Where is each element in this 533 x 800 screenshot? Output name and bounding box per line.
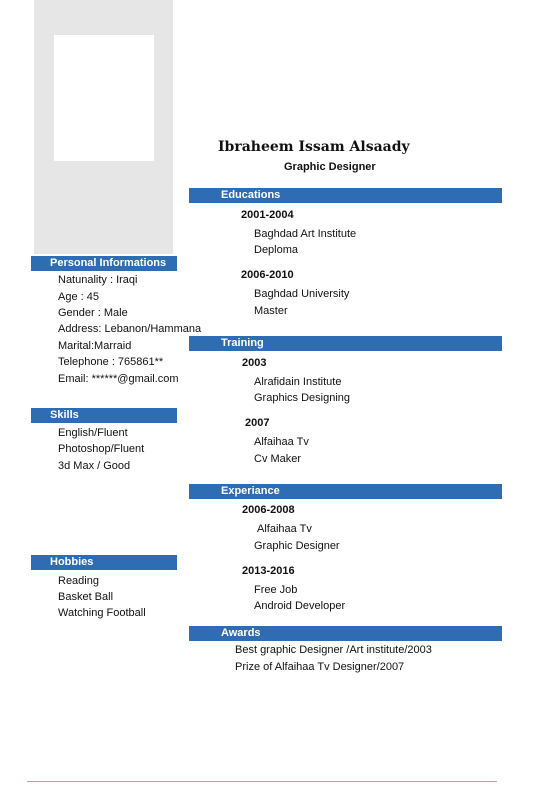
education-line: Deploma: [254, 244, 299, 256]
hobby-item: Basket Ball: [58, 591, 114, 603]
education-line: Master: [254, 305, 288, 317]
experience-years: 2013-2016: [242, 565, 295, 577]
person-name: Ibraheem Issam Alsaady: [218, 139, 410, 155]
experience-heading: Experiance: [189, 484, 502, 499]
training-line: Cv Maker: [254, 453, 302, 465]
hobbies-heading: Hobbies: [31, 555, 177, 570]
personal-item: Telephone : 765861**: [58, 356, 164, 368]
experience-line: Free Job: [254, 584, 298, 596]
profile-photo-placeholder: [54, 35, 154, 161]
educations-heading: Educations: [189, 188, 502, 203]
personal-item: Marital:Marraid: [58, 340, 132, 352]
education-line: Baghdad Art Institute: [254, 228, 357, 240]
personal-item: Email: ******@gmail.com: [58, 373, 179, 385]
education-line: Baghdad University: [254, 288, 350, 300]
personal-item: Address: Lebanon/Hammana: [58, 323, 202, 335]
training-years: 2007: [245, 417, 270, 429]
training-years: 2003: [242, 357, 267, 369]
training-heading: Training: [189, 336, 502, 351]
job-title: Graphic Designer: [284, 161, 376, 173]
training-line: Alfaihaa Tv: [254, 436, 309, 448]
personal-item: Natunality : Iraqi: [58, 274, 138, 286]
hobby-item: Watching Football: [58, 607, 146, 619]
skill-item: Photoshop/Fluent: [58, 443, 145, 455]
award-item: Best graphic Designer /Art institute/2003: [235, 644, 432, 656]
skills-heading: Skills: [31, 408, 177, 423]
training-line: Alrafidain Institute: [254, 376, 342, 388]
skill-item: 3d Max / Good: [58, 460, 131, 472]
hobby-item: Reading: [58, 575, 99, 587]
experience-line: Graphic Designer: [254, 540, 340, 552]
personal-info-heading: Personal Informations: [31, 256, 177, 271]
skill-item: English/Fluent: [58, 427, 128, 439]
education-years: 2006-2010: [241, 269, 294, 281]
awards-heading: Awards: [189, 626, 502, 641]
training-line: Graphics Designing: [254, 392, 350, 404]
experience-years: 2006-2008: [242, 504, 295, 516]
personal-item: Age : 45: [58, 291, 99, 303]
award-item: Prize of Alfaihaa Tv Designer/2007: [235, 661, 405, 673]
personal-item: Gender : Male: [58, 307, 128, 319]
experience-line: Android Developer: [254, 600, 346, 612]
experience-line: Alfaihaa Tv: [257, 523, 312, 535]
education-years: 2001-2004: [241, 209, 294, 221]
footer-divider: [27, 781, 497, 782]
